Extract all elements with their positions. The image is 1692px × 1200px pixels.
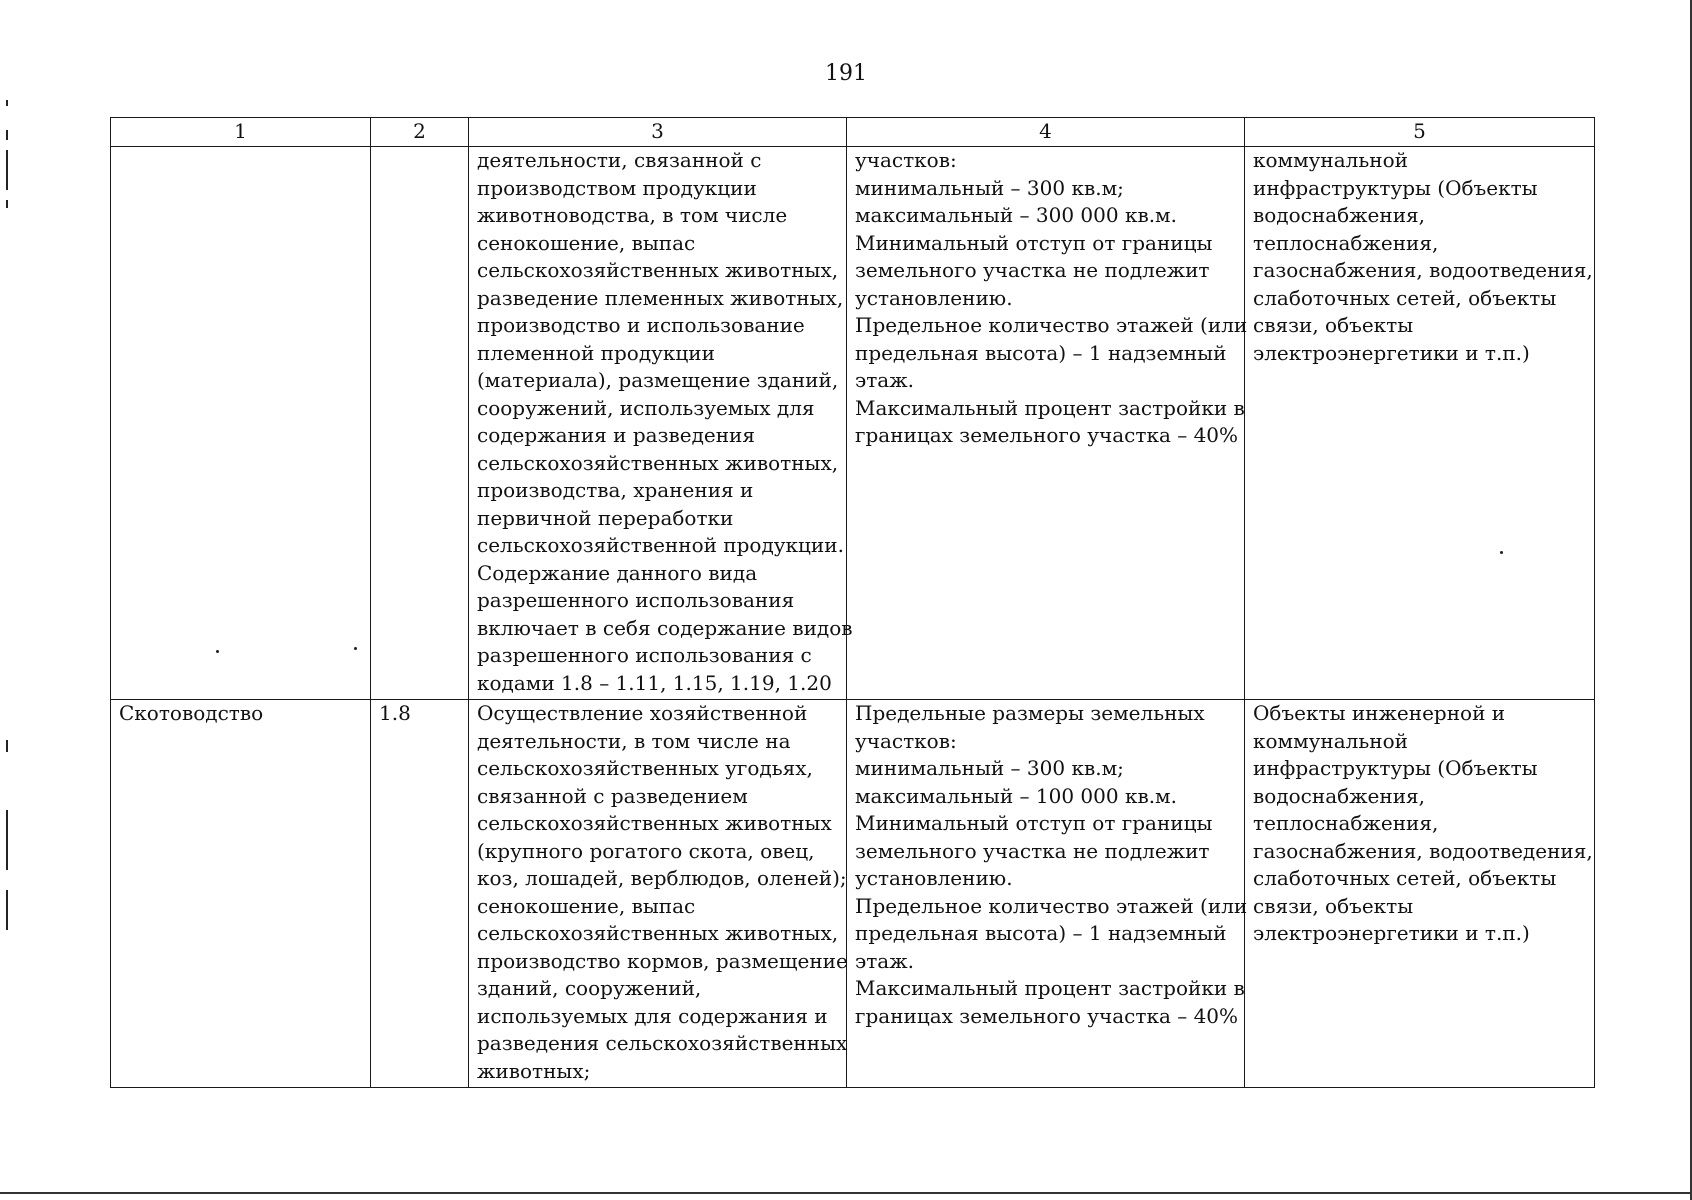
cell-text-line: сенокошение, выпас <box>477 230 696 255</box>
cell-text-line: слаботочных сетей, объекты <box>1253 866 1557 890</box>
table-row <box>111 700 1595 1088</box>
cell-text-line: деятельности, в том числе на <box>477 728 791 753</box>
cell-text-line: кодами 1.8 – 1.11, 1.15, 1.19, 1.20 <box>477 670 832 695</box>
page-number: 191 <box>825 61 867 86</box>
table-cell-col1 <box>111 147 371 700</box>
cell-text: 1.8 <box>379 701 411 725</box>
table-cell-col2 <box>371 147 469 700</box>
cell-text-line: Предельное количество этажей (или <box>855 313 1248 337</box>
cell-text-line: электроэнергетики и т.п.) <box>1253 921 1530 945</box>
cell-text-line: используемых для содержания и <box>477 1003 828 1028</box>
cell-text-line: разведение племенных животных, <box>477 285 844 310</box>
cell-text-line: сельскохозяйственных животных <box>477 811 832 835</box>
cell-text: Скотоводство <box>119 701 264 725</box>
cell-text-line: животноводства, в том числе <box>477 203 788 227</box>
cell-text-line: сельскохозяйственных животных, <box>477 450 839 475</box>
table-cell-col5 <box>1245 700 1595 1088</box>
cell-text-line: коз, лошадей, верблюдов, оленей); <box>477 866 847 890</box>
table-cell-col2 <box>371 700 469 1088</box>
table-cell-col4 <box>847 147 1248 700</box>
cell-text-line: газоснабжения, водоотведения, <box>1253 838 1593 863</box>
cell-text-line: Объекты инженерной и <box>1253 701 1506 725</box>
cell-text-line: газоснабжения, водоотведения, <box>1253 258 1593 282</box>
cell-text-line: (крупного рогатого скота, овец, <box>477 838 815 863</box>
cell-text-line: инфраструктуры (Объекты <box>1253 756 1538 780</box>
table-cell-col3 <box>469 700 847 1088</box>
cell-text-line: Максимальный процент застройки в <box>855 976 1245 1000</box>
cell-text-line: сельскохозяйственных животных, <box>477 921 839 945</box>
cell-text-line: участков: <box>855 148 957 172</box>
cell-text-line: максимальный – 100 000 кв.м. <box>855 783 1177 808</box>
cell-text-line: Максимальный процент застройки в <box>855 395 1245 420</box>
cell-text-line: производство и использование <box>477 313 805 337</box>
cell-text-line: Осуществление хозяйственной <box>477 701 808 725</box>
regulations-table <box>110 117 1595 1088</box>
cell-text-line: слаботочных сетей, объекты <box>1253 285 1557 310</box>
table-cell-col4 <box>847 700 1248 1088</box>
cell-text-line: земельного участка не подлежит <box>855 838 1210 863</box>
column-header-5: 5 <box>1245 118 1595 147</box>
table-header-row <box>111 118 1595 147</box>
column-header-4: 4 <box>847 118 1245 147</box>
cell-text-line: установлению. <box>855 866 1013 890</box>
cell-text-line: сельскохозяйственной продукции. <box>477 533 844 557</box>
cell-text-line: предельная высота) – 1 надземный <box>855 921 1227 945</box>
cell-text-line: производства, хранения и <box>477 478 754 502</box>
cell-text-line: коммунальной <box>1253 148 1408 172</box>
cell-text-line: разрешенного использования <box>477 588 795 612</box>
column-header-2: 2 <box>371 118 469 147</box>
cell-text-line: максимальный – 300 000 кв.м. <box>855 203 1177 227</box>
cell-text-line: теплоснабжения, <box>1253 230 1439 255</box>
cell-text-line: включает в себя содержание видов <box>477 615 853 640</box>
cell-text-line: Содержание данного вида <box>477 560 758 585</box>
cell-text-line: разведения сельскохозяйственных <box>477 1031 848 1055</box>
cell-text-line: границах земельного участка – 40% <box>855 1003 1239 1028</box>
cell-text-line: производство кормов, размещение <box>477 948 848 973</box>
cell-text-line: сооружений, используемых для <box>477 395 815 420</box>
cell-text-line: связанной с разведением <box>477 783 748 808</box>
column-header-3: 3 <box>469 118 847 147</box>
cell-text-line: коммунальной <box>1253 728 1408 753</box>
cell-text-line: связи, объекты <box>1253 313 1414 337</box>
cell-text-line: сельскохозяйственных животных, <box>477 258 839 282</box>
table-row <box>111 147 1595 700</box>
cell-text-line: водоснабжения, <box>1253 203 1426 227</box>
cell-text-line: земельного участка не подлежит <box>855 258 1210 282</box>
cell-text-line: этаж. <box>855 368 914 392</box>
scan-edge-marks <box>6 40 10 940</box>
cell-text-line: этаж. <box>855 948 914 973</box>
cell-text-line: предельная высота) – 1 надземный <box>855 340 1227 365</box>
table-cell-col1 <box>111 700 371 1088</box>
cell-text-line: связи, объекты <box>1253 893 1414 918</box>
cell-text-line: сенокошение, выпас <box>477 893 696 918</box>
cell-text-line: деятельности, связанной с <box>477 148 762 172</box>
cell-text-line: Предельное количество этажей (или <box>855 893 1248 918</box>
cell-text-line: животных; <box>477 1058 591 1083</box>
cell-text-line: Минимальный отступ от границы <box>855 811 1213 835</box>
cell-text-line: минимальный – 300 кв.м; <box>855 756 1124 780</box>
cell-text-line: первичной переработки <box>477 505 734 530</box>
cell-text-line: инфраструктуры (Объекты <box>1253 175 1538 200</box>
cell-text-line: участков: <box>855 728 957 753</box>
table-cell-col5 <box>1245 147 1595 700</box>
cell-text-line: племенной продукции <box>477 340 715 365</box>
cell-text-line: Предельные размеры земельных <box>855 701 1205 725</box>
cell-text-line: электроэнергетики и т.п.) <box>1253 340 1530 365</box>
scan-border-bottom <box>0 1192 1692 1194</box>
cell-text-line: теплоснабжения, <box>1253 811 1439 835</box>
cell-text-line: производством продукции <box>477 175 757 200</box>
cell-text-line: сельскохозяйственных угодьях, <box>477 756 813 780</box>
table-cell-col3 <box>469 147 853 700</box>
cell-text-line: зданий, сооружений, <box>477 976 702 1000</box>
column-header-1: 1 <box>111 118 371 147</box>
cell-text-line: Минимальный отступ от границы <box>855 230 1213 255</box>
cell-text-line: содержания и разведения <box>477 423 755 447</box>
cell-text-line: (материала), размещение зданий, <box>477 368 839 392</box>
cell-text-line: установлению. <box>855 285 1013 310</box>
cell-text-line: водоснабжения, <box>1253 783 1426 808</box>
cell-text-line: разрешенного использования с <box>477 643 812 667</box>
cell-text-line: границах земельного участка – 40% <box>855 423 1239 447</box>
cell-text-line: минимальный – 300 кв.м; <box>855 175 1124 200</box>
